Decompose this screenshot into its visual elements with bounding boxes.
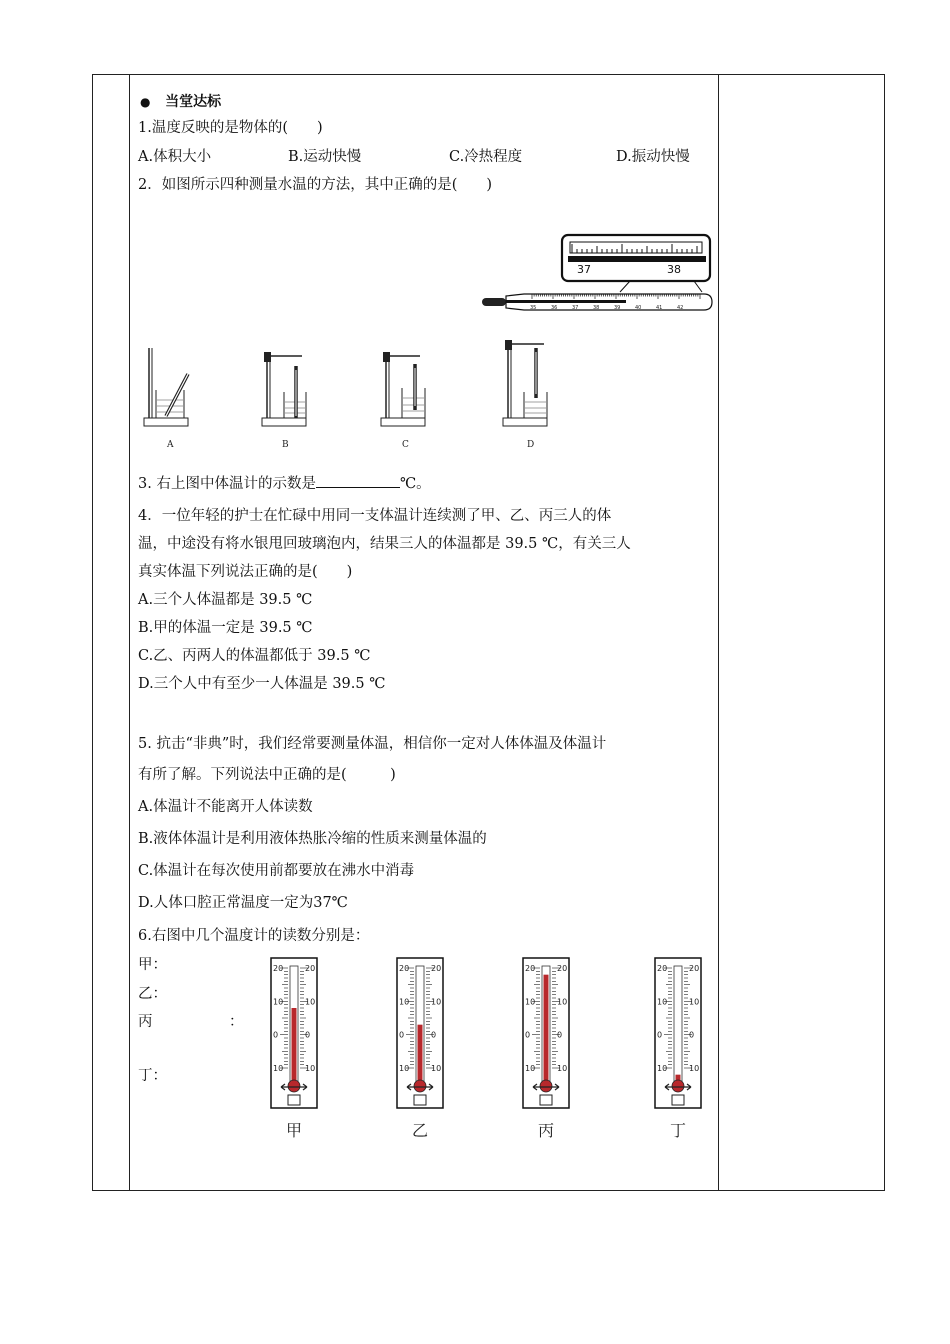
q1-stem: 1.温度反映的是物体的( ) xyxy=(138,120,323,136)
q5-stem-line-2: 有所了解。下列说法中正确的是( ) xyxy=(138,767,396,783)
scale-label-left: 10 xyxy=(525,1064,536,1073)
liquid-column xyxy=(418,1025,423,1082)
q4-stem-line-3: 真实体温下列说法正确的是( ) xyxy=(138,564,353,580)
bullet-icon: ● xyxy=(140,95,151,109)
thermometer-4 xyxy=(655,958,701,1140)
q3-answer-blank[interactable] xyxy=(316,473,400,488)
scale-label-right: 20 xyxy=(305,964,316,973)
clinical-scale-label: 35 xyxy=(530,305,537,311)
thermometer-bulb xyxy=(482,298,506,306)
thermometer-1 xyxy=(271,958,317,1140)
q4-stem-line-2: 温，中途没有将水银甩回玻璃泡内，结果三人的体温都是 39.5 ℃，有关三人 xyxy=(138,536,631,552)
clinical-scale-label: 37 xyxy=(572,305,579,311)
scale-label-left: 0 xyxy=(399,1030,405,1040)
method-label-a: A xyxy=(167,440,174,450)
thermometer-name: 甲 xyxy=(286,1121,303,1140)
scale-label-right: 10 xyxy=(305,997,316,1007)
scale-label-right: 0 xyxy=(689,1030,695,1040)
method-c-figure xyxy=(381,352,425,450)
q5-option-b: B.液体体温计是利用液体热胀冷缩的性质来测量体温的 xyxy=(138,831,487,847)
q4-option-c: C.乙、丙两人的体温都低于 39.5 ℃ xyxy=(138,648,371,664)
method-label-c: C xyxy=(402,440,409,450)
clinical-scale-label: 38 xyxy=(593,305,600,311)
scale-label-right: 20 xyxy=(689,964,700,973)
q3-text: 3. 右上图中体温计的示数是 xyxy=(138,476,316,492)
method-b-figure xyxy=(262,352,306,450)
scale-label-right: 0 xyxy=(305,1030,311,1040)
scale-label-left: 10 xyxy=(399,997,410,1007)
thermometer-bulb xyxy=(414,1080,426,1092)
method-label-b: B xyxy=(282,440,289,450)
scale-label-right: 10 xyxy=(431,997,442,1007)
scale-label-right: 0 xyxy=(431,1030,437,1040)
q4-stem-line-1: 4．一位年轻的护士在忙碌中用同一支体温计连续测了甲、乙、丙三人的体 xyxy=(138,508,612,524)
thermometer-bulb xyxy=(540,1080,552,1092)
clinical-scale-label: 42 xyxy=(677,305,684,311)
q6-answer-ding: 丁： xyxy=(138,1068,167,1084)
scale-label-left: 10 xyxy=(273,997,284,1007)
scale-label-left: 0 xyxy=(525,1030,531,1040)
method-label-d: D xyxy=(527,440,535,450)
measurement-methods-figure xyxy=(138,340,558,455)
thermometer-3 xyxy=(523,958,569,1140)
scale-label-right: 20 xyxy=(557,964,568,973)
scale-label-right: 10 xyxy=(689,997,700,1007)
scale-label-left: 10 xyxy=(399,1064,410,1073)
scale-label-left: 10 xyxy=(657,1064,668,1073)
liquid-column xyxy=(544,975,549,1082)
thermometer-bulb xyxy=(672,1080,684,1092)
thermometer-2 xyxy=(397,958,443,1140)
clinical-thermometer-figure xyxy=(480,232,720,317)
section-heading-text: 当堂达标 xyxy=(165,94,222,110)
column-divider-left xyxy=(129,74,130,1191)
scale-label-left: 10 xyxy=(525,997,536,1007)
q6-stem: 6.右图中几个温度计的读数分别是： xyxy=(138,928,370,944)
q5-stem-line-1: 5. 抗击“非典”时，我们经常要测量体温，相信你一定对人体体温及体温计 xyxy=(138,736,607,752)
q4-option-b: B.甲的体温一定是 39.5 ℃ xyxy=(138,620,313,636)
scale-label-left: 20 xyxy=(273,964,284,973)
q1-option-c: C.冷热程度 xyxy=(449,149,523,165)
scale-label-right: 10 xyxy=(689,1064,700,1073)
scale-label-left: 10 xyxy=(657,997,668,1007)
scale-label-right: 10 xyxy=(557,997,568,1007)
mercury-column xyxy=(506,300,626,303)
scale-label-right: 10 xyxy=(305,1064,316,1073)
scale-label-left: 20 xyxy=(657,964,668,973)
q6-answer-bing-colon: ： xyxy=(229,1014,244,1030)
scale-label-right: 0 xyxy=(557,1030,563,1040)
thermometer-bulb xyxy=(288,1080,300,1092)
clinical-scale-label: 40 xyxy=(635,305,642,311)
q5-option-a: A.体温计不能离开人体读数 xyxy=(138,799,313,815)
scale-label-left: 20 xyxy=(399,964,410,973)
q2-stem: 2．如图所示四种测量水温的方法，其中正确的是( ) xyxy=(138,177,493,193)
method-a-figure xyxy=(144,348,188,450)
section-heading xyxy=(140,92,221,112)
scale-label-right: 20 xyxy=(431,964,442,973)
scale-label-left: 0 xyxy=(657,1030,663,1040)
q1-option-d: D.振动快慢 xyxy=(616,149,690,165)
scale-label-right: 10 xyxy=(557,1064,568,1073)
q6-answer-jia: 甲： xyxy=(138,957,167,973)
q6-answer-yi: 乙： xyxy=(138,986,167,1002)
thermometer-name: 丁 xyxy=(670,1121,687,1140)
q3-question xyxy=(138,473,431,494)
q1-option-a: A.体积大小 xyxy=(138,149,212,165)
scale-label-left: 20 xyxy=(525,964,536,973)
scale-label-left: 0 xyxy=(273,1030,279,1040)
thermometers-figure xyxy=(255,958,715,1148)
scale-label-right: 10 xyxy=(431,1064,442,1073)
thermometer-name: 乙 xyxy=(412,1121,429,1140)
thermometer-name: 丙 xyxy=(538,1121,555,1140)
zoom-label-37: 37 xyxy=(577,263,591,276)
liquid-column xyxy=(292,1008,297,1082)
clinical-scale-label: 36 xyxy=(551,305,558,311)
q5-option-d: D.人体口腔正常温度一定为37℃ xyxy=(138,895,348,911)
method-d-figure xyxy=(503,340,547,450)
q6-answer-bing: 丙 xyxy=(138,1014,153,1030)
q1-option-b: B.运动快慢 xyxy=(288,149,362,165)
clinical-scale-label: 39 xyxy=(614,305,621,311)
q5-option-c: C.体温计在每次使用前都要放在沸水中消毒 xyxy=(138,863,415,879)
q4-option-d: D.三个人中有至少一人体温是 39.5 ℃ xyxy=(138,676,386,692)
zoom-label-38: 38 xyxy=(667,263,681,276)
q3-unit: ℃。 xyxy=(399,476,431,492)
clinical-scale-label: 41 xyxy=(656,305,663,311)
q4-option-a: A.三个人体温都是 39.5 ℃ xyxy=(138,592,313,608)
scale-label-left: 10 xyxy=(273,1064,284,1073)
